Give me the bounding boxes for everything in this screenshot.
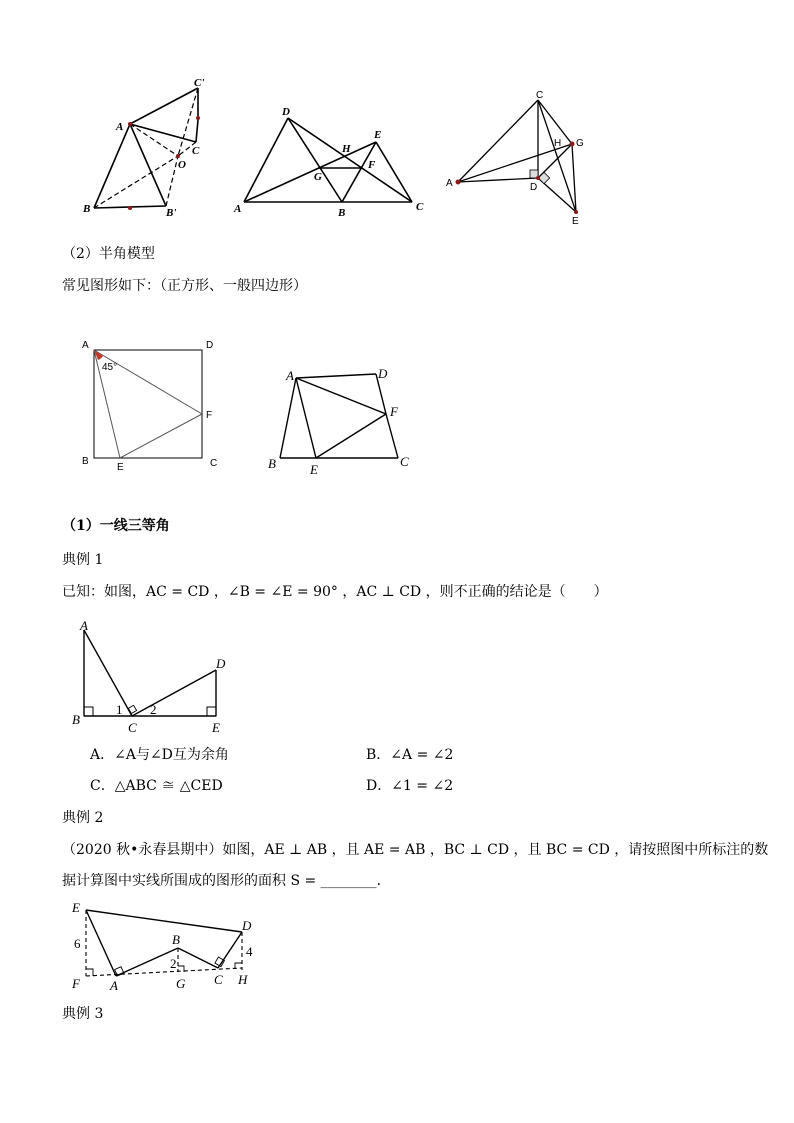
fig2-label-f: F (368, 159, 376, 171)
fig2-label-d: D (282, 106, 290, 118)
quad-label-b: B (268, 456, 276, 471)
ex1-label-a: A (80, 618, 88, 633)
figure-quadrilateral-half-angle (262, 360, 422, 480)
fig1-label-c: C (192, 145, 200, 157)
fig2-label-b: B (338, 207, 346, 219)
ex1-label-e: E (212, 720, 220, 735)
fig2-label-h: H (342, 143, 351, 155)
ex1-angle-1: 1 (116, 702, 123, 717)
ex1-label-b: B (72, 712, 80, 727)
quad-label-e: E (310, 462, 318, 477)
fig1-label-o: O (178, 159, 186, 171)
example2-question: （2020 秋•永春县期中）如图，AE ⊥ AB ，且 AE = AB ，BC ⊥ CD ，且 BC = CD ，请按照图中所标注的数 (62, 842, 769, 858)
figure-square-half-angle (76, 336, 236, 476)
fig3-label-c: C (536, 90, 544, 101)
example1-option-b[interactable]: B．∠A = ∠2 (366, 747, 454, 763)
ex1-label-d: D (216, 656, 226, 671)
fig1-label-c-prime: C' (194, 77, 205, 89)
ex1-angle-2: 2 (150, 702, 157, 717)
ex2-length-6: 6 (74, 936, 81, 951)
fig1-label-b-prime: B' (166, 207, 177, 219)
common-figures-text: 常见图形如下：（正方形、一般四边形） (62, 278, 307, 294)
section-half-angle: （2）半角模型 (62, 246, 155, 262)
section-one-line: （1）一线三等角 (62, 518, 170, 534)
square-label-d: D (206, 340, 214, 351)
square-label-a: A (82, 340, 89, 351)
ex2-label-g: G (176, 976, 186, 991)
example1-option-c[interactable]: C．△ABC ≅ △CED (90, 778, 223, 794)
square-label-e: E (117, 462, 124, 473)
example3-title: 典例 3 (62, 1006, 104, 1022)
figure-example2 (66, 896, 286, 996)
ex2-label-a: A (110, 978, 118, 993)
ex2-label-d: D (242, 918, 252, 933)
example1-option-d[interactable]: D．∠1 = ∠2 (366, 778, 454, 794)
ex2-length-2: 2 (170, 956, 177, 971)
fig1-label-a: A (116, 121, 124, 133)
ex1-label-c: C (128, 720, 137, 735)
ex2-label-h: H (238, 972, 248, 987)
fig1-label-b: B (83, 203, 91, 215)
fig3-label-g: G (576, 138, 584, 149)
example1-question: 已知：如图，AC = CD ，∠B = ∠E = 90° ，AC ⊥ CD ，则不正确的结论是（ ） (62, 584, 608, 600)
fig3-label-a: A (446, 178, 453, 189)
ex2-label-f: F (72, 976, 80, 991)
square-label-f: F (206, 410, 213, 421)
quad-label-f: F (390, 404, 398, 419)
fig2-label-e: E (374, 129, 382, 141)
figure-example1 (70, 620, 250, 740)
quad-label-a: A (286, 368, 294, 383)
fig3-label-h: H (554, 138, 562, 149)
fig2-label-g: G (314, 171, 322, 183)
quad-label-c: C (400, 454, 409, 469)
square-angle-label: 45° (102, 362, 118, 373)
ex2-length-4: 4 (246, 944, 253, 959)
example2-question-cont: 据计算图中实线所围成的图形的面积 S = ________． (62, 873, 391, 889)
fig2-label-a: A (234, 203, 242, 215)
ex2-label-b: B (172, 932, 180, 947)
fig3-label-d: D (530, 182, 538, 193)
fig2-label-c: C (416, 201, 424, 213)
ex2-label-c: C (214, 972, 223, 987)
figure-rotation-3 (440, 88, 600, 228)
quad-label-d: D (378, 366, 388, 381)
square-label-b: B (82, 456, 89, 467)
square-label-c: C (210, 458, 218, 469)
figure-rotation-2 (232, 100, 432, 220)
fig3-label-e: E (572, 216, 579, 227)
ex2-label-e: E (72, 900, 80, 915)
figure-rotation-1 (80, 77, 210, 220)
example1-title: 典例 1 (62, 552, 104, 568)
example1-option-a[interactable]: A．∠A与∠D互为余角 (90, 747, 229, 763)
example2-title: 典例 2 (62, 810, 104, 826)
